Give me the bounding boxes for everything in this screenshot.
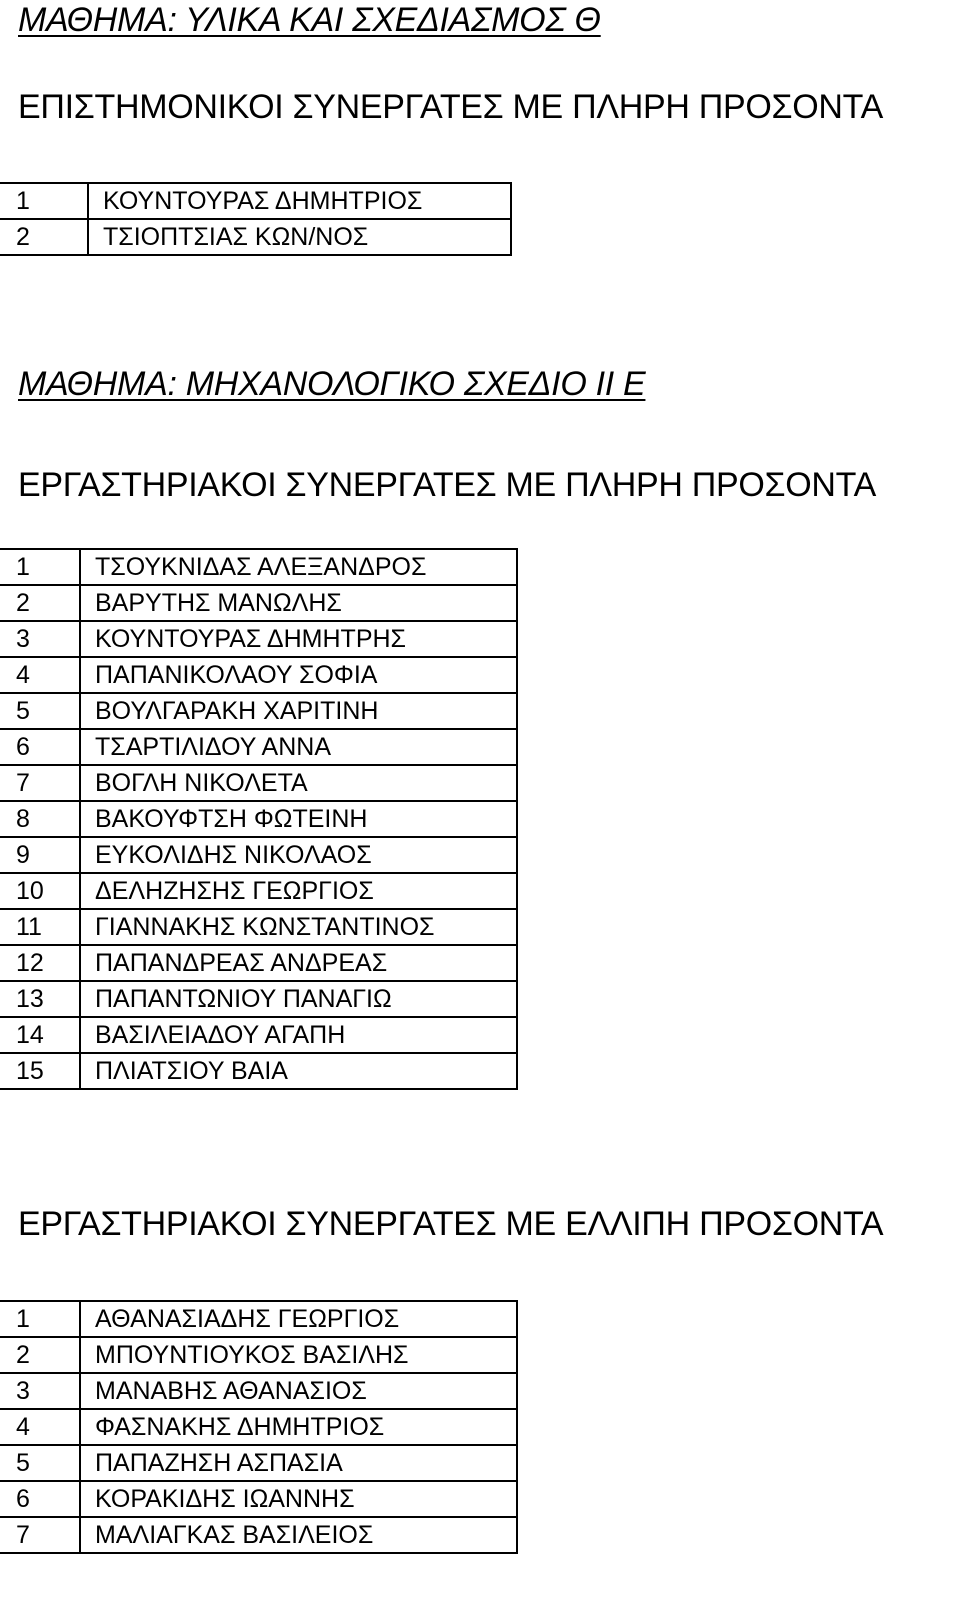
collaborator-name: ΔΕΛΗΖΗΣΗΣ ΓΕΩΡΓΙΟΣ <box>80 873 517 909</box>
row-number: 1 <box>0 183 88 219</box>
table-row <box>0 981 517 1017</box>
table-row <box>0 1373 517 1409</box>
row-number: 10 <box>0 873 80 909</box>
row-number: 8 <box>0 801 80 837</box>
row-number: 11 <box>0 909 80 945</box>
collaborator-name: ΚΟΥΝΤΟΥΡΑΣ ΔΗΜΗΤΡΙΟΣ <box>88 183 511 219</box>
row-number: 7 <box>0 765 80 801</box>
table-row <box>0 657 517 693</box>
collaborator-name: ΠΑΠΑΝΤΩΝΙΟΥ ΠΑΝΑΓΙΩ <box>80 981 517 1017</box>
collaborator-name: ΒΑΡΥΤΗΣ ΜΑΝΩΛΗΣ <box>80 585 517 621</box>
row-number: 15 <box>0 1053 80 1089</box>
collaborator-name: ΠΛΙΑΤΣΙΟΥ ΒΑΙΑ <box>80 1053 517 1089</box>
row-number: 2 <box>0 219 88 255</box>
table-row <box>0 1517 517 1553</box>
row-number: 1 <box>0 1301 80 1337</box>
table-row <box>0 621 517 657</box>
row-number: 4 <box>0 1409 80 1445</box>
collaborator-name: ΤΣΟΥΚΝΙΔΑΣ ΑΛΕΞΑΝΔΡΟΣ <box>80 549 517 585</box>
collaborator-name: ΚΟΥΝΤΟΥΡΑΣ ΔΗΜΗΤΡΗΣ <box>80 621 517 657</box>
table-row <box>0 1481 517 1517</box>
row-number: 5 <box>0 693 80 729</box>
collaborator-name: ΒΑΚΟΥΦΤΣΗ ΦΩΤΕΙΝΗ <box>80 801 517 837</box>
collaborator-name: ΜΠΟΥΝΤΙΟΥΚΟΣ ΒΑΣΙΛΗΣ <box>80 1337 517 1373</box>
section-title-scientific-full: ΕΠΙΣΤΗΜΟΝΙΚΟΙ ΣΥΝΕΡΓΑΤΕΣ ΜΕ ΠΛΗΡΗ ΠΡΟΣΟΝΤΑ <box>18 88 883 126</box>
section-title-lab-full: ΕΡΓΑΣΤΗΡΙΑΚΟΙ ΣΥΝΕΡΓΑΤΕΣ ΜΕ ΠΛΗΡΗ ΠΡΟΣΟΝΤΑ <box>18 466 876 504</box>
collaborator-name: ΚΟΡΑΚΙΔΗΣ ΙΩΑΝΝΗΣ <box>80 1481 517 1517</box>
table-row <box>0 909 517 945</box>
table-row <box>0 837 517 873</box>
row-number: 5 <box>0 1445 80 1481</box>
collaborator-name: ΜΑΝΑΒΗΣ ΑΘΑΝΑΣΙΟΣ <box>80 1373 517 1409</box>
table-row <box>0 729 517 765</box>
table-row <box>0 1301 517 1337</box>
table-row <box>0 549 517 585</box>
collaborator-name: ΤΣΑΡΤΙΛΙΔΟΥ ΑΝΝΑ <box>80 729 517 765</box>
row-number: 6 <box>0 1481 80 1517</box>
table-row <box>0 873 517 909</box>
collaborator-name: ΠΑΠΑΖΗΣΗ ΑΣΠΑΣΙΑ <box>80 1445 517 1481</box>
row-number: 7 <box>0 1517 80 1553</box>
table-row <box>0 945 517 981</box>
collaborator-name: ΠΑΠΑΝΙΚΟΛΑΟΥ ΣΟΦΙΑ <box>80 657 517 693</box>
section-title-lab-partial: ΕΡΓΑΣΤΗΡΙΑΚΟΙ ΣΥΝΕΡΓΑΤΕΣ ΜΕ ΕΛΛΙΠΗ ΠΡΟΣΟΝΤΑ <box>18 1205 884 1243</box>
row-number: 6 <box>0 729 80 765</box>
table-row <box>0 693 517 729</box>
row-number: 9 <box>0 837 80 873</box>
collaborator-name: ΜΑΛΙΑΓΚΑΣ ΒΑΣΙΛΕΙΟΣ <box>80 1517 517 1553</box>
table-row <box>0 585 517 621</box>
collaborator-name: ΓΙΑΝΝΑΚΗΣ ΚΩΝΣΤΑΝΤΙΝΟΣ <box>80 909 517 945</box>
lab-partial-table <box>0 1300 518 1554</box>
lab-full-table <box>0 548 518 1090</box>
row-number: 3 <box>0 1373 80 1409</box>
row-number: 13 <box>0 981 80 1017</box>
collaborator-name: ΕΥΚΟΛΙΔΗΣ ΝΙΚΟΛΑΟΣ <box>80 837 517 873</box>
collaborator-name: ΒΑΣΙΛΕΙΑΔΟΥ ΑΓΑΠΗ <box>80 1017 517 1053</box>
table-row <box>0 765 517 801</box>
collaborator-name: ΑΘΑΝΑΣΙΑΔΗΣ ΓΕΩΡΓΙΟΣ <box>80 1301 517 1337</box>
table-row <box>0 219 511 255</box>
course-title-mechanical-drawing: ΜΑΘΗΜΑ: ΜΗΧΑΝΟΛΟΓΙΚΟ ΣΧΕΔΙΟ ΙΙ Ε <box>18 365 646 403</box>
scientific-full-table <box>0 182 512 256</box>
collaborator-name: ΦΑΣΝΑΚΗΣ ΔΗΜΗΤΡΙΟΣ <box>80 1409 517 1445</box>
row-number: 1 <box>0 549 80 585</box>
collaborator-name: ΒΟΓΛΗ ΝΙΚΟΛΕΤΑ <box>80 765 517 801</box>
table-row <box>0 1017 517 1053</box>
table-row <box>0 1337 517 1373</box>
course-title-materials: ΜΑΘΗΜΑ: ΥΛΙΚΑ ΚΑΙ ΣΧΕΔΙΑΣΜΟΣ Θ <box>18 1 601 39</box>
table-row <box>0 183 511 219</box>
table-row <box>0 801 517 837</box>
row-number: 3 <box>0 621 80 657</box>
row-number: 12 <box>0 945 80 981</box>
row-number: 2 <box>0 585 80 621</box>
collaborator-name: ΒΟΥΛΓΑΡΑΚΗ ΧΑΡΙΤΙΝΗ <box>80 693 517 729</box>
table-row <box>0 1445 517 1481</box>
collaborator-name: ΤΣΙΟΠΤΣΙΑΣ ΚΩΝ/ΝΟΣ <box>88 219 511 255</box>
table-row <box>0 1053 517 1089</box>
table-row <box>0 1409 517 1445</box>
collaborator-name: ΠΑΠΑΝΔΡΕΑΣ ΑΝΔΡΕΑΣ <box>80 945 517 981</box>
row-number: 2 <box>0 1337 80 1373</box>
row-number: 4 <box>0 657 80 693</box>
row-number: 14 <box>0 1017 80 1053</box>
